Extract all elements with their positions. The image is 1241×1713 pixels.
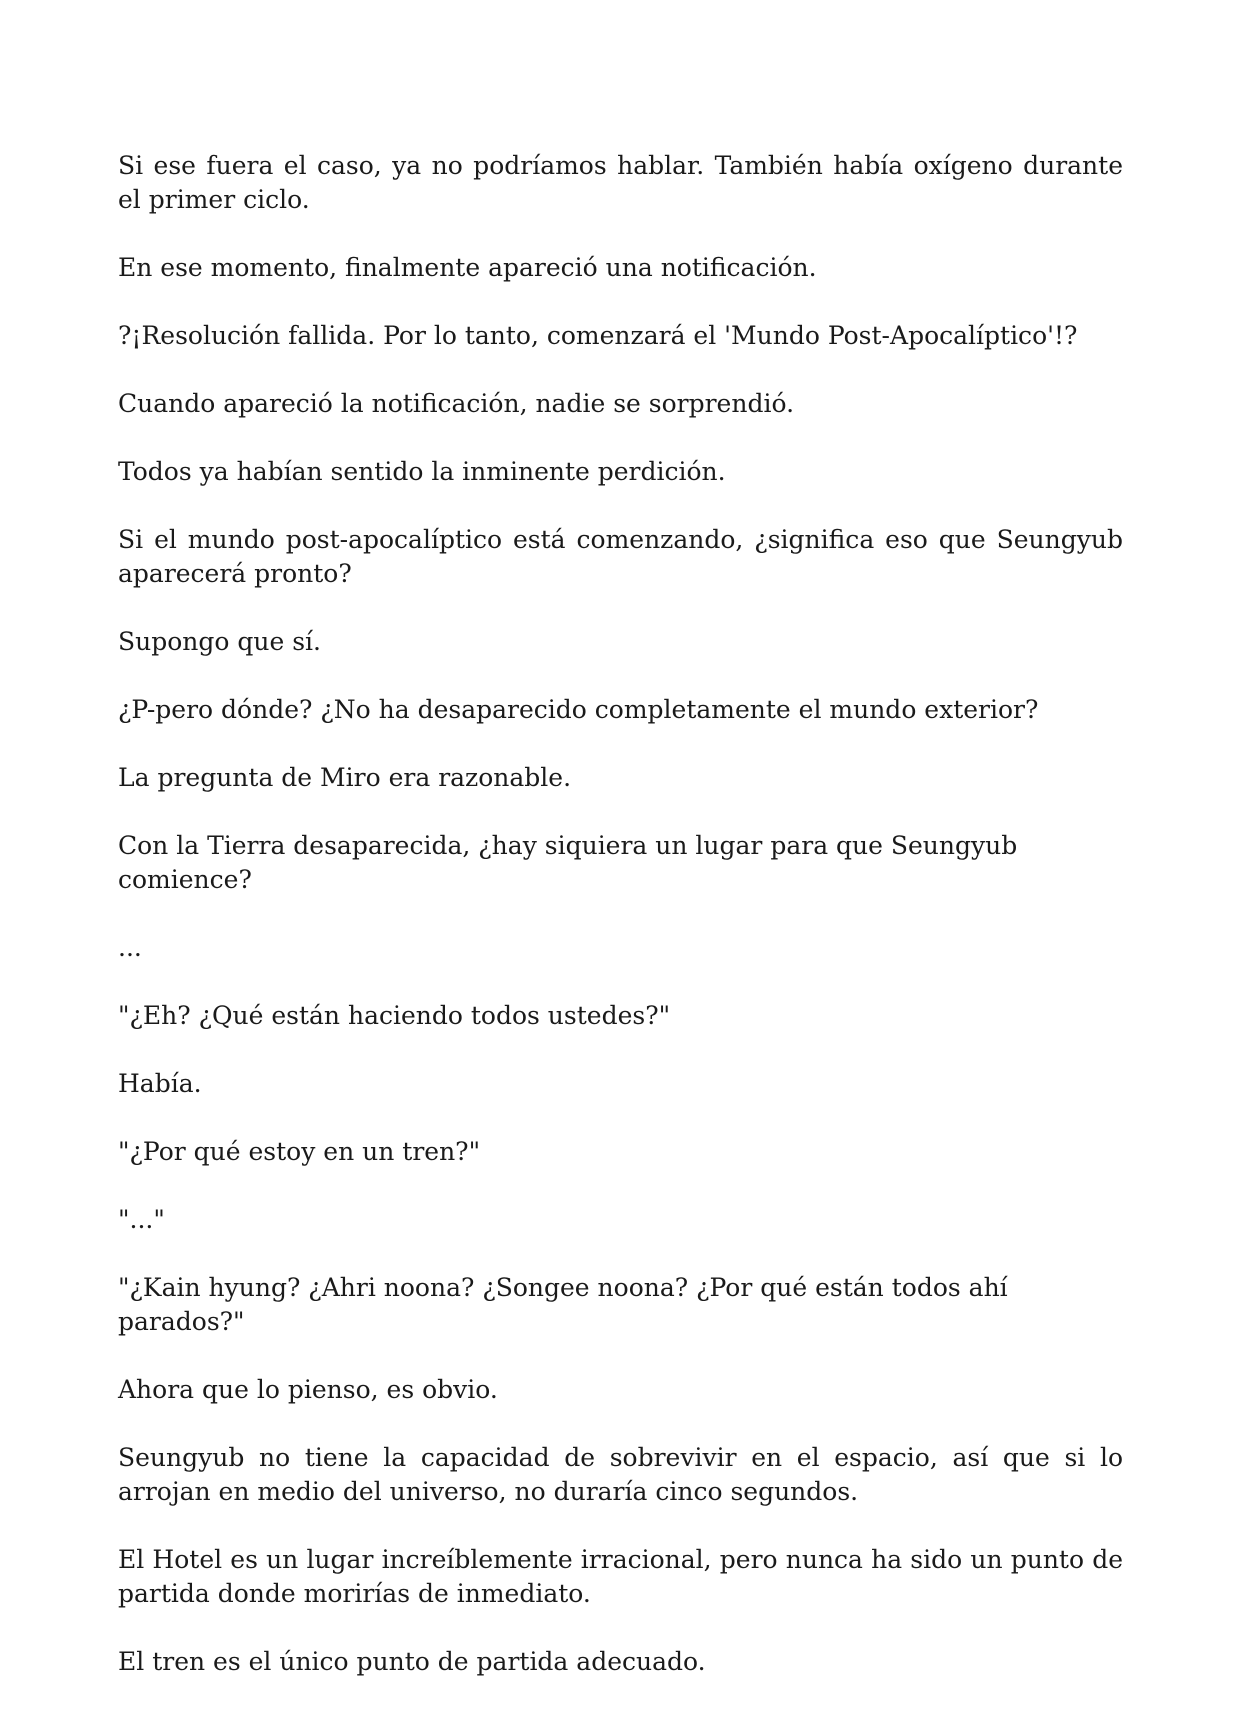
paragraph: ...: [118, 933, 142, 962]
paragraph: Todos ya habían sentido la inminente perdición.: [118, 457, 726, 486]
paragraph: Ahora que lo pienso, es obvio.: [118, 1375, 498, 1404]
paragraph: Supongo que sí.: [118, 627, 322, 656]
document-body: [118, 149, 1123, 1713]
paragraph: Con la Tierra desaparecida, ¿hay siquiera un lugar para que Seungyub comience?: [118, 831, 1018, 894]
paragraph: Si ese fuera el caso, ya no podríamos hablar. También había oxígeno durante el primer ciclo.: [118, 151, 1123, 214]
paragraph: Había.: [118, 1069, 202, 1098]
paragraph: En ese momento, finalmente apareció una notificación.: [118, 253, 817, 282]
paragraph: La pregunta de Miro era razonable.: [118, 763, 572, 792]
paragraph: El Hotel es un lugar increíblemente irracional, pero nunca ha sido un punto de partida donde morirías de inmediato.: [118, 1545, 1123, 1608]
paragraph: ?¡Resolución fallida. Por lo tanto, comenzará el 'Mundo Post-Apocalíptico'!?: [118, 321, 1078, 350]
paragraph: ¿P-pero dónde? ¿No ha desaparecido completamente el mundo exterior?: [118, 695, 1039, 724]
paragraph: Cuando apareció la notificación, nadie se sorprendió.: [118, 389, 795, 418]
paragraph: "¿Por qué estoy en un tren?": [118, 1137, 481, 1166]
paragraph: El tren es el único punto de partida adecuado.: [118, 1647, 706, 1676]
paragraph: "¿Kain hyung? ¿Ahri noona? ¿Songee noona? ¿Por qué están todos ahí parados?": [118, 1273, 1008, 1336]
paragraph: "¿Eh? ¿Qué están haciendo todos ustedes?": [118, 1001, 671, 1030]
paragraph: Seungyub no tiene la capacidad de sobrevivir en el espacio, así que si lo arrojan en medio del universo, no duraría cinco segundos.: [118, 1443, 1123, 1506]
paragraph: "...": [118, 1205, 165, 1234]
paragraph: Si el mundo post-apocalíptico está comenzando, ¿significa eso que Seungyub aparecerá pronto?: [118, 525, 1123, 588]
